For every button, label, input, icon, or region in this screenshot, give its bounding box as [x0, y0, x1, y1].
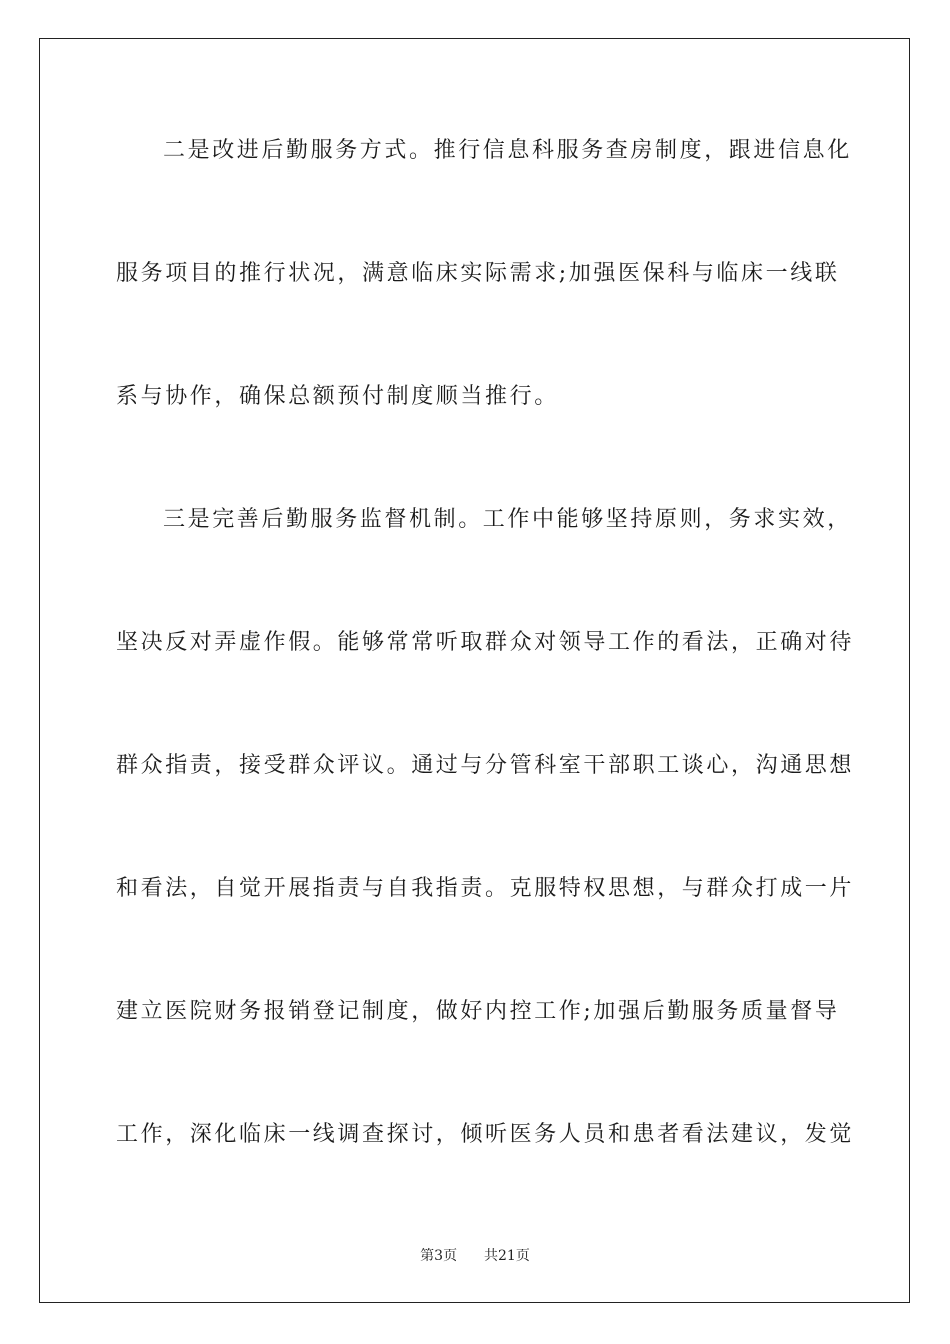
page-number: 第3页: [420, 1248, 458, 1264]
paragraph-3-line-5: 建立医院财务报销登记制度，做好内控工作;加强后勤服务质量督导: [116, 999, 840, 1024]
paragraph-3-line-6: 工作，深化临床一线调查探讨，倾听医务人员和患者看法建议，发觉: [116, 1122, 855, 1147]
page-footer: [0, 1246, 950, 1266]
paragraph-3-line-1: 三是完善后勤服务监督机制。工作中能够坚持原则，务求实效，: [163, 507, 852, 532]
paragraph-3-line-4: 和看法，自觉开展指责与自我指责。克服特权思想，与群众打成一片: [116, 876, 855, 901]
paragraph-3-line-3: 群众指责，接受群众评议。通过与分管科室干部职工谈心，沟通思想: [116, 753, 855, 778]
paragraph-2-line-3: 系与协作，确保总额预付制度顺当推行。: [116, 384, 559, 409]
paragraph-2-line-2: 服务项目的推行状况，满意临床实际需求;加强医保科与临床一线联: [116, 261, 840, 286]
page-border: [39, 38, 910, 1303]
page-total: 共21页: [484, 1248, 530, 1264]
paragraph-3-line-2: 坚决反对弄虚作假。能够常常听取群众对领导工作的看法，正确对待: [116, 630, 855, 655]
paragraph-2-line-1: 二是改进后勤服务方式。推行信息科服务查房制度，跟进信息化: [163, 138, 852, 163]
